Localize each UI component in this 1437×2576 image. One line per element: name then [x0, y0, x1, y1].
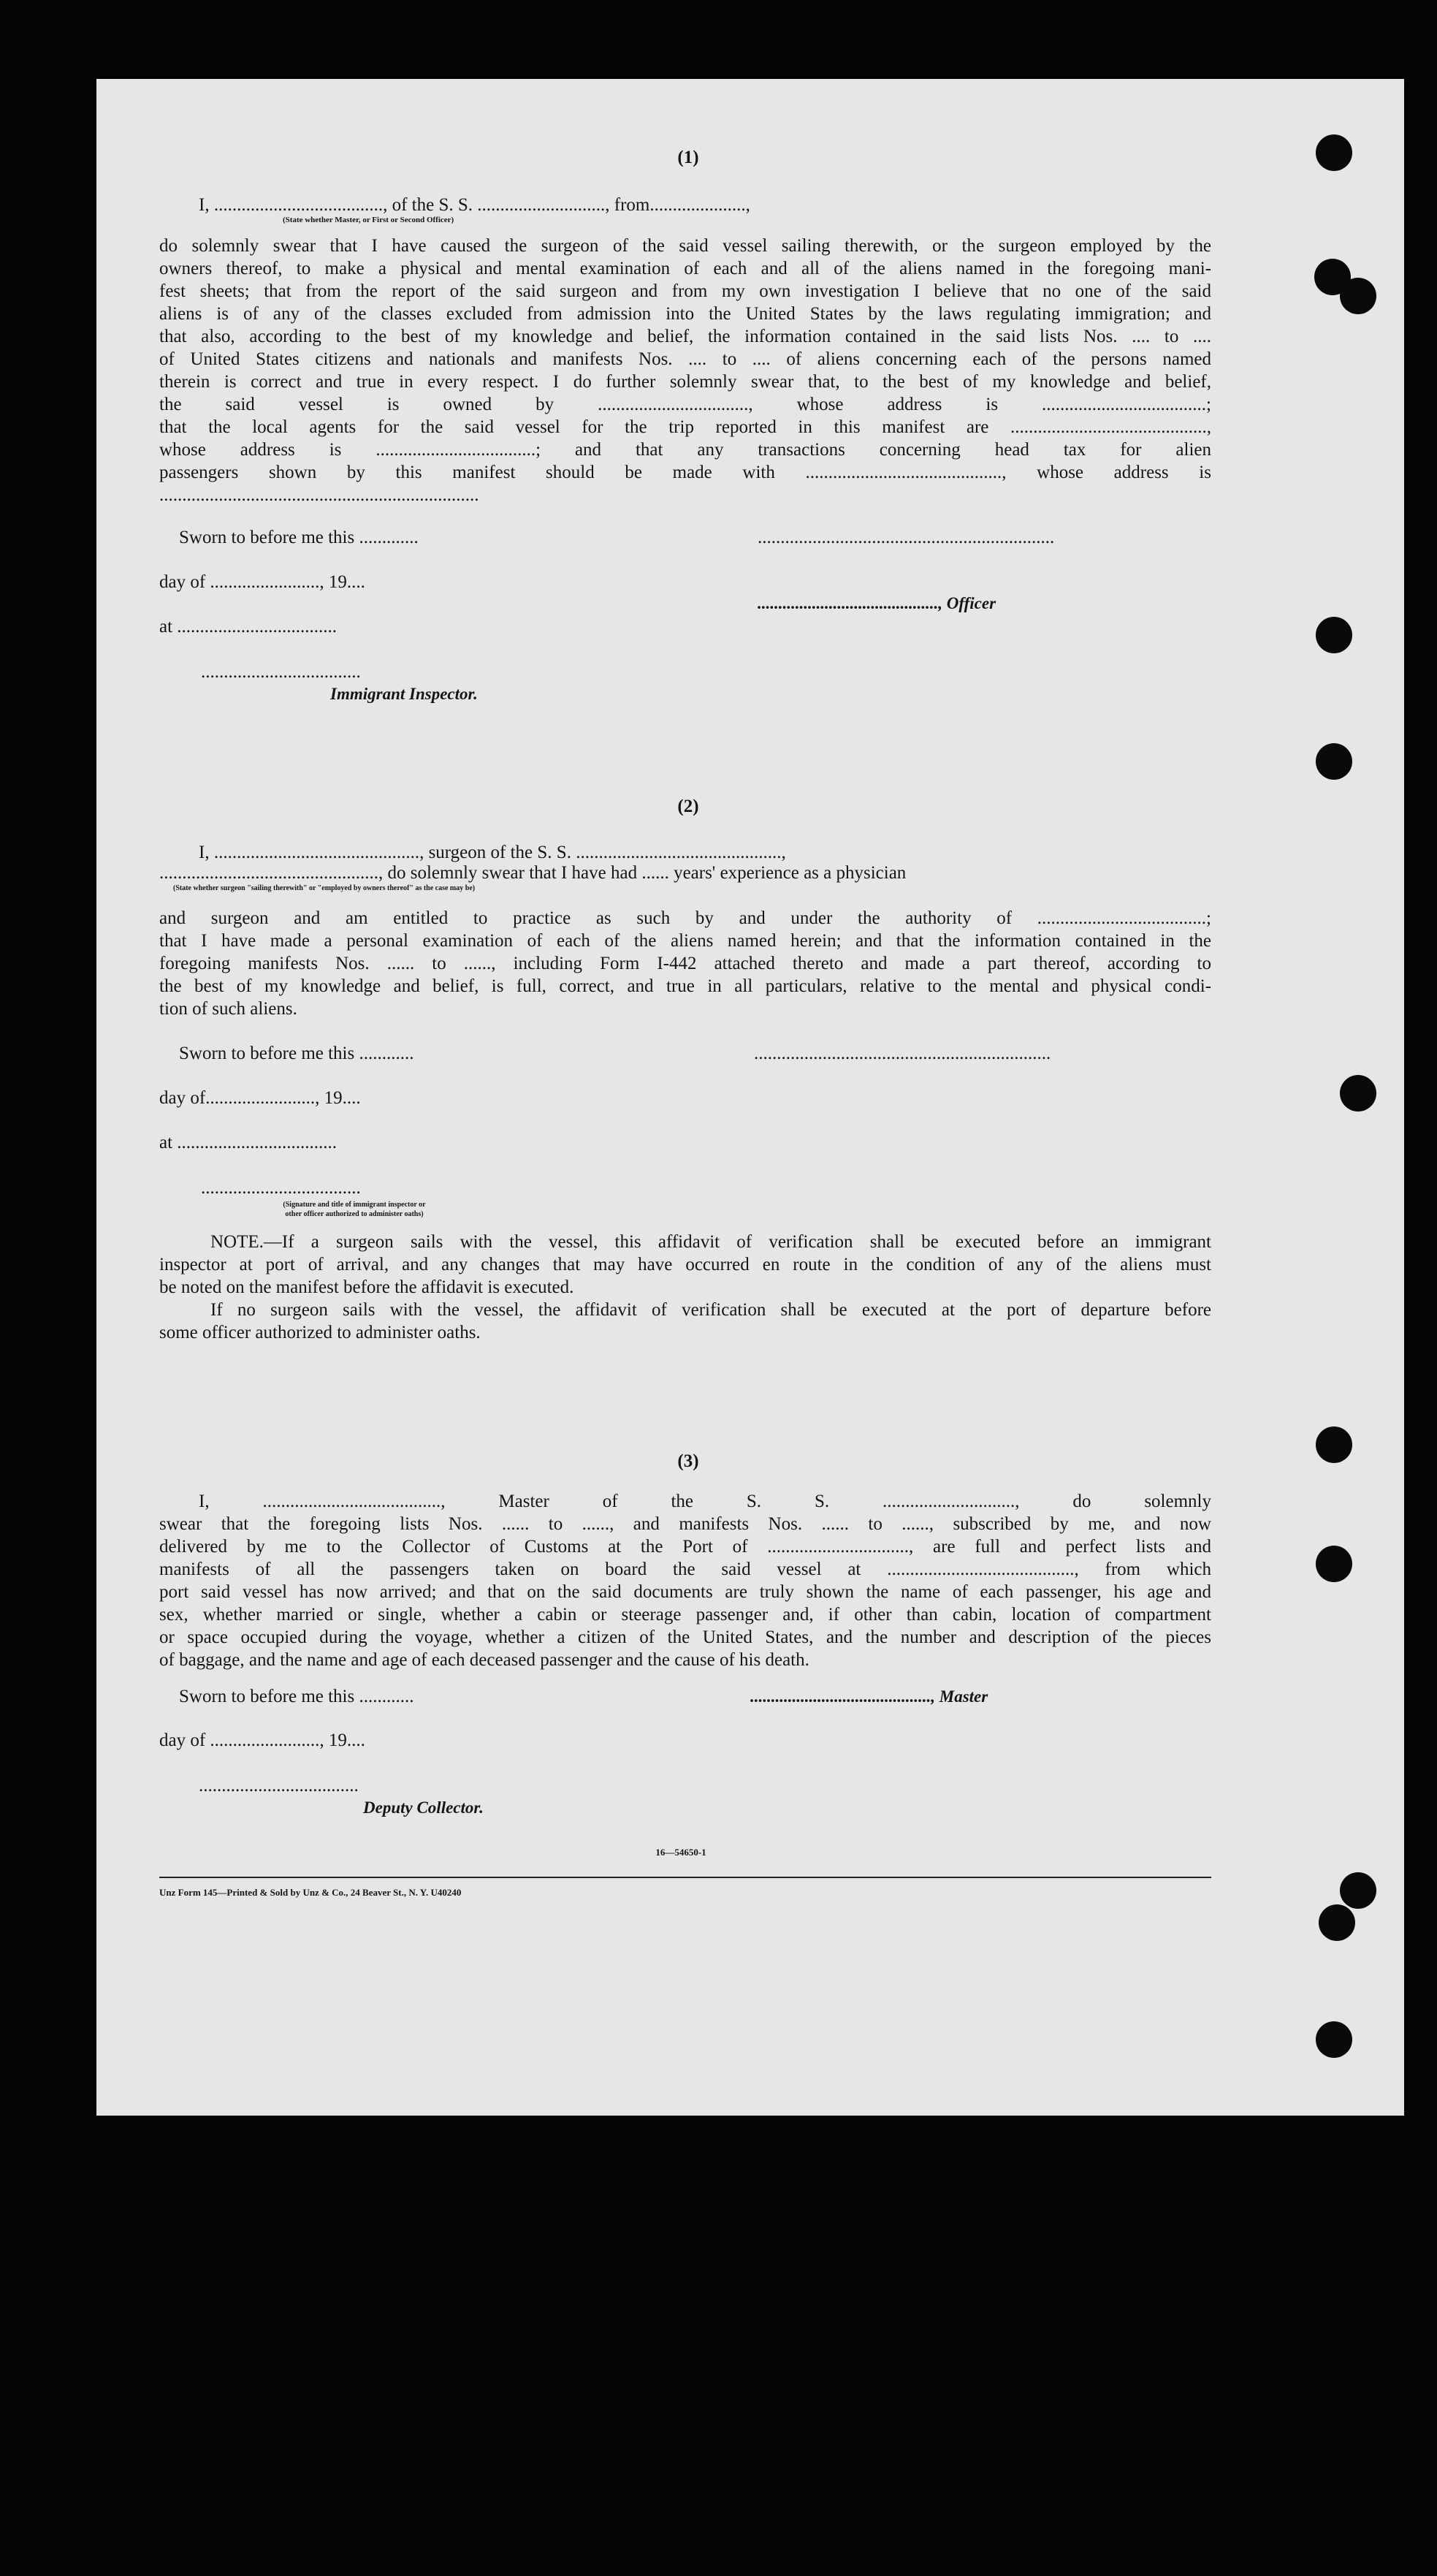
section2-note-line: If no surgeon sails with the vessel, the affidavit of verification shall be executed at the port of departure before: [210, 1300, 1211, 1320]
section2-at: at ...................................: [159, 1133, 338, 1152]
section3-paragraph-line: sex, whether married or single, whether a cabin or steerage passenger and, if other than cabin, location of compartment: [159, 1605, 1211, 1625]
section2-paragraph-line: foregoing manifests Nos. ...... to ......, including Form I-442 attached thereto and made a part thereof, according to: [159, 954, 1211, 973]
section1-line1: I, ....................................., of the S. S. ............................, from.....................,: [199, 195, 750, 215]
section2-signature-dots: ...................................: [201, 1178, 361, 1198]
section2-note-line: be noted on the manifest before the affidavit is executed.: [159, 1277, 574, 1297]
section2-right-dots: .................................................................: [754, 1044, 1051, 1063]
punch-hole: [1316, 743, 1352, 780]
section1-paragraph-line: ......................................................................: [159, 485, 479, 505]
punch-hole: [1316, 1426, 1352, 1463]
punch-hole: [1316, 617, 1352, 653]
section1-paragraph-line: that the local agents for the said vessel for the trip reported in this manifest are ...........................................,: [159, 417, 1211, 437]
section1-paragraph-line: aliens is of any of the classes excluded from admission into the United States by the laws regulating immigration; and: [159, 304, 1211, 324]
punch-hole: [1316, 134, 1352, 171]
section1-paragraph-line: the said vessel is owned by ................................., whose address is ....................................;: [159, 395, 1211, 414]
section3-paragraph-line: delivered by me to the Collector of Customs at the Port of ..............................., are full and perfect lists and: [159, 1537, 1211, 1557]
section2-note-surgeon: (State whether surgeon "sailing therewith" or "employed by owners thereof" as the case may be): [173, 884, 476, 892]
section3-day: day of ........................, 19....: [159, 1730, 365, 1750]
section2-note-line: inspector at port of arrival, and any changes that may have occurred en route in the condition of any of the aliens must: [159, 1255, 1211, 1274]
section1-paragraph-line: fest sheets; that from the report of the said surgeon and from my own investigation I believe that no one of the said: [159, 281, 1211, 301]
section3-paragraph-line: manifests of all the passengers taken on board the said vessel at ........................................., from which: [159, 1559, 1211, 1579]
section3-paragraph-line: or space occupied during the voyage, whether a citizen of the United States, and the number and description of the pieces: [159, 1627, 1211, 1647]
section3-paragraph-line: of baggage, and the name and age of each deceased passenger and the cause of his death.: [159, 1650, 809, 1670]
punch-hole: [1340, 1075, 1376, 1112]
section2-paragraph-line: the best of my knowledge and belief, is full, correct, and true in all particulars, relative to the mental and physical condi-: [159, 976, 1211, 996]
section1-paragraph-line: of United States citizens and nationals and manifests Nos. .... to .... of aliens concerning each of the persons named: [159, 349, 1211, 369]
section1-inspector-dots: ...................................: [201, 662, 361, 682]
section1-paragraph-line: owners thereof, to make a physical and mental examination of each and all of the aliens named in the foregoing mani-: [159, 259, 1211, 278]
section3-sworn: Sworn to before me this ............: [179, 1687, 414, 1706]
section2-number: (2): [677, 797, 699, 816]
punch-hole: [1319, 1904, 1355, 1941]
section1-sworn: Sworn to before me this .............: [179, 528, 419, 547]
section1-day: day of ........................, 19....: [159, 572, 365, 592]
punch-hole: [1316, 2021, 1352, 2058]
punch-hole: [1316, 1546, 1352, 1582]
section2-paragraph-line: that I have made a personal examination of each of the aliens named herein; and that the information contained in the: [159, 931, 1211, 951]
section1-inspector-label: Immigrant Inspector.: [330, 685, 478, 703]
section2-paragraph-line: tion of such aliens.: [159, 999, 297, 1019]
section1-paragraph-line: therein is correct and true in every respect. I do further solemnly swear that, to the best of my knowledge and belief,: [159, 372, 1211, 392]
section1-paragraph-line: whose address is ...................................; and that any transactions concerning head tax for alien: [159, 440, 1211, 460]
section1-at: at ...................................: [159, 617, 338, 637]
section2-paragraph-line: and surgeon and am entitled to practice as such by and under the authority of .....................................;: [159, 908, 1211, 928]
section1-officer-dots: .................................................................: [758, 528, 1055, 547]
section3-paragraph-line: swear that the foregoing lists Nos. ...... to ......, and manifests Nos. ...... to ......, subscribed by me, and now: [159, 1514, 1211, 1534]
section1-paragraph-line: do solemnly swear that I have caused the surgeon of the said vessel sailing therewith, or the surgeon employed by the: [159, 236, 1211, 256]
section3-collector-dots: ...................................: [199, 1776, 359, 1796]
section1-paragraph-line: passengers shown by this manifest should be made with ..........................................., whose address is: [159, 463, 1211, 482]
printer-credit: Unz Form 145—Printed & Sold by Unz & Co., 24 Beaver St., N. Y. U40240: [159, 1887, 462, 1898]
form-page: [96, 79, 1404, 2116]
section2-line2: ................................................, do solemnly swear that I have had ...... years' experience as a physician: [159, 863, 907, 883]
section1-paragraph-line: that also, according to the best of my knowledge and belief, the information contained in the said lists Nos. .... to ....: [159, 327, 1211, 346]
section3-collector-label: Deputy Collector.: [363, 1798, 484, 1817]
form-code: 16—54650-1: [655, 1847, 706, 1858]
section1-officer-line: ..........................................., Officer: [758, 594, 996, 612]
punch-hole: [1340, 1872, 1376, 1909]
footer-rule: [159, 1877, 1211, 1878]
section2-line1: I, ............................................., surgeon of the S. S. .............................................,: [199, 843, 786, 862]
section2-sworn: Sworn to before me this ............: [179, 1044, 414, 1063]
bleed-through-text: [243, 146, 250, 181]
section2-note-line: some officer authorized to administer oaths.: [159, 1323, 481, 1342]
section2-signature-note-2: other officer authorized to administer oaths): [285, 1210, 424, 1218]
section3-number: (3): [677, 1451, 699, 1471]
section2-day: day of........................, 19....: [159, 1088, 361, 1108]
section3-paragraph-line: I, ......................................., Master of the S. S. ............................., do solemnly: [199, 1492, 1211, 1511]
section1-number: (1): [677, 148, 699, 167]
punch-hole: [1340, 278, 1376, 314]
section3-paragraph-line: port said vessel has now arrived; and that on the said documents are truly shown the name of each passenger, his age and: [159, 1582, 1211, 1602]
section2-signature-note-1: (Signature and title of immigrant inspector or: [283, 1201, 426, 1209]
section3-master-line: ..........................................., Master: [750, 1687, 988, 1706]
section2-note-line: NOTE.—If a surgeon sails with the vessel, this affidavit of verification shall be executed before an immigrant: [210, 1232, 1211, 1252]
section1-note-master: (State whether Master, or First or Second Officer): [283, 216, 454, 224]
